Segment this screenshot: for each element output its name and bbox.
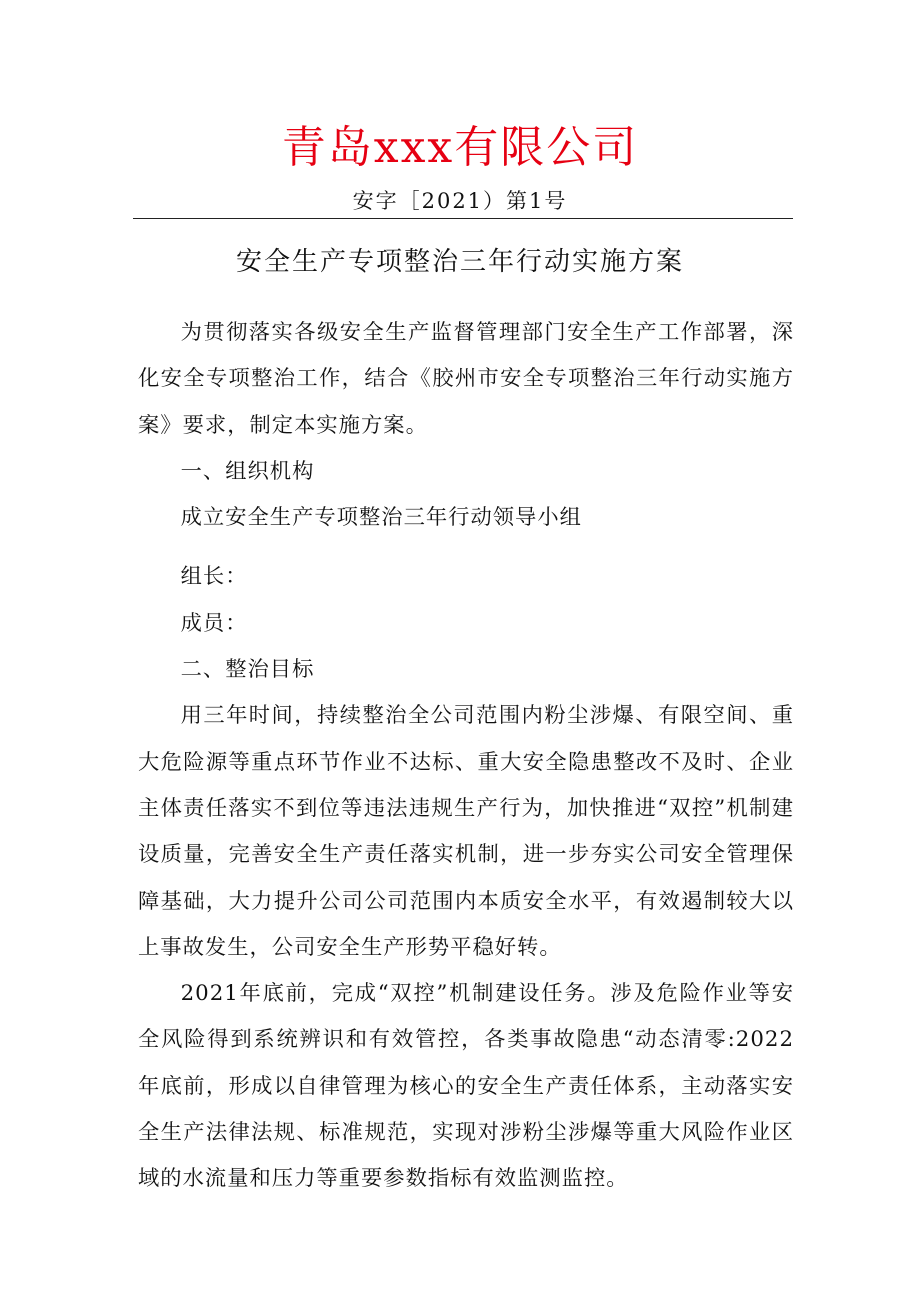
group-members-line: 成员： [180, 610, 248, 636]
leadership-group-line: 成立安全生产专项整治三年行动领导小组 [180, 505, 582, 531]
header-divider [133, 218, 793, 219]
section-heading-goals: 二、整治目标 [180, 657, 315, 683]
group-leader-line: 组长： [180, 564, 248, 590]
document-body [138, 310, 794, 1203]
deadline-paragraph: 2021年底前，完成“双控”机制建设任务。涉及危险作业等安全风险得到系统辨识和有效管控，各类事故隐患“动态清零:2022年底前，形成以自律管理为核心的安全生产责任体系，主动落实安全生产法律法规、标准规范，实现对涉粉尘涉爆等重大风险作业区域的水流量和压力等重要参数指标有效监测监控。 [138, 981, 794, 1192]
document-number: 安字［2021）第1号 [352, 189, 568, 213]
section-heading-organization: 一、组织机构 [180, 458, 315, 484]
goals-paragraph: 用三年时间，持续整治全公司范围内粉尘涉爆、有限空间、重大危险源等重点环节作业不达标、重大安全隐患整改不及时、企业主体责任落实不到位等违法违规生产行为，加快推进“双控”机制建设质量，完善安全生产责任落实机制，进一步夯实公司安全管理保障基础，大力提升公司公司范围内本质安全水平，有效遏制较大以上事故发生，公司安全生产形势平稳好转。 [138, 703, 794, 960]
organization-title: 青岛xxx有限公司 [281, 122, 639, 173]
intro-paragraph: 为贯彻落实各级安全生产监督管理部门安全生产工作部署，深化安全专项整治工作，结合《胶州市安全专项整治三年行动实施方案》要求，制定本实施方案。 [138, 320, 794, 438]
document-title: 安全生产专项整治三年行动实施方案 [235, 247, 684, 277]
